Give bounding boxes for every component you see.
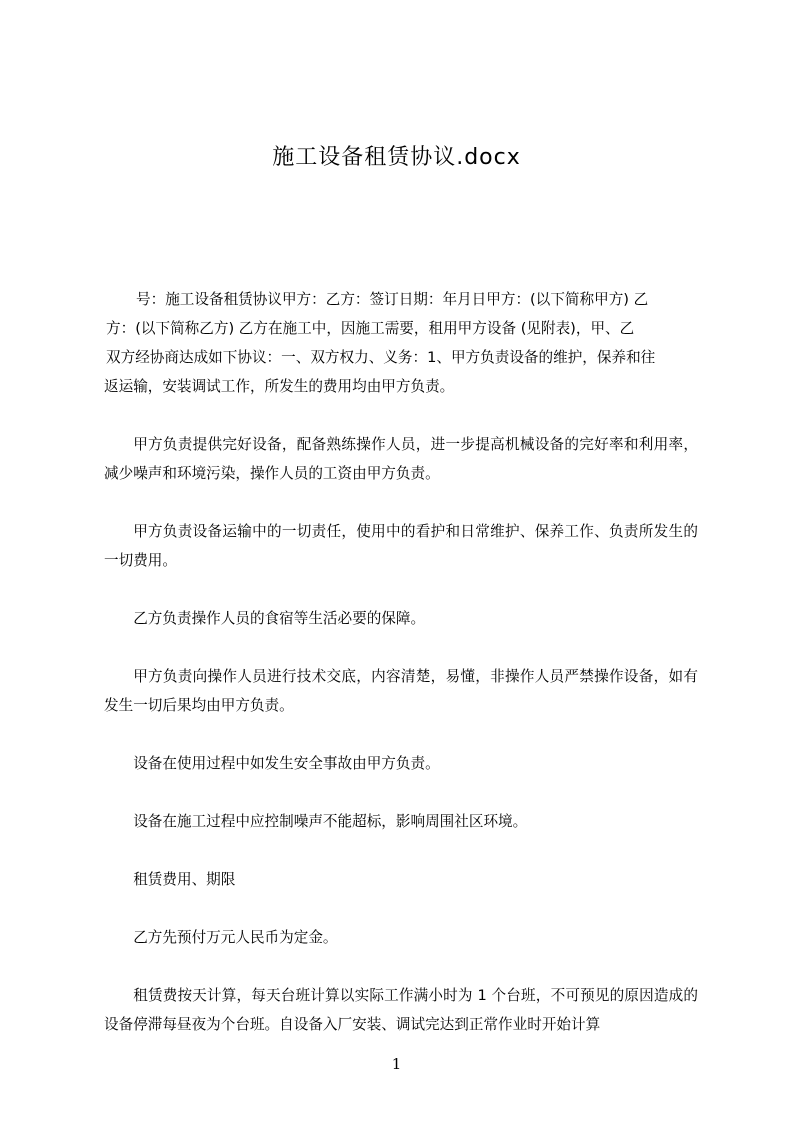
paragraph: 甲方负责向操作人员进行技术交底，内容清楚，易懂，非操作人员严禁操作设备，如有发生一切后果均由甲方负责。 (104, 668, 698, 714)
document-body (104, 285, 698, 1068)
intro-line: 返运输，安装调试工作，所发生的费用均由甲方负责。 (104, 378, 455, 395)
paragraph: 甲方负责提供完好设备，配备熟练操作人员，进一步提高机械设备的完好率和利用率，减少噪声和环境污染，操作人员的工资由甲方负责。 (104, 436, 698, 482)
intro-line: 方：(以下简称乙方) 乙方在施工中，因施工需要，租用甲方设备 (见附表)，甲、乙 (106, 320, 635, 337)
paragraph: 设备在使用过程中如发生安全事故由甲方负责。 (133, 755, 440, 772)
paragraph: 设备在施工过程中应控制噪声不能超标，影响周围社区环境。 (133, 813, 528, 830)
paragraph: 甲方负责设备运输中的一切责任，使用中的看护和日常维护、保养工作、负责所发生的一切费用。 (104, 523, 698, 569)
intro-line: 号：施工设备租赁协议甲方：乙方：签订日期：年月日甲方：(以下简称甲方) 乙 (136, 291, 649, 308)
paragraph: 租赁费用、期限 (133, 871, 236, 888)
page-number: 1 (391, 1055, 402, 1073)
intro-line: 双方经协商达成如下协议：一、双方权力、义务：1、甲方负责设备的维护，保养和往 (106, 349, 656, 366)
paragraph-intro (104, 285, 698, 401)
paragraph: 乙方先预付万元人民币为定金。 (133, 929, 338, 946)
document-title: 施工设备租赁协议.docx (272, 145, 521, 170)
paragraph: 租赁费按天计算，每天台班计算以实际工作满小时为 1 个台班，不可预见的原因造成的设备停滞每昼夜为个台班。自设备入厂安装、调试完达到正常作业时开始计算 (104, 987, 698, 1033)
paragraph: 乙方负责操作人员的食宿等生活必要的保障。 (133, 610, 426, 627)
